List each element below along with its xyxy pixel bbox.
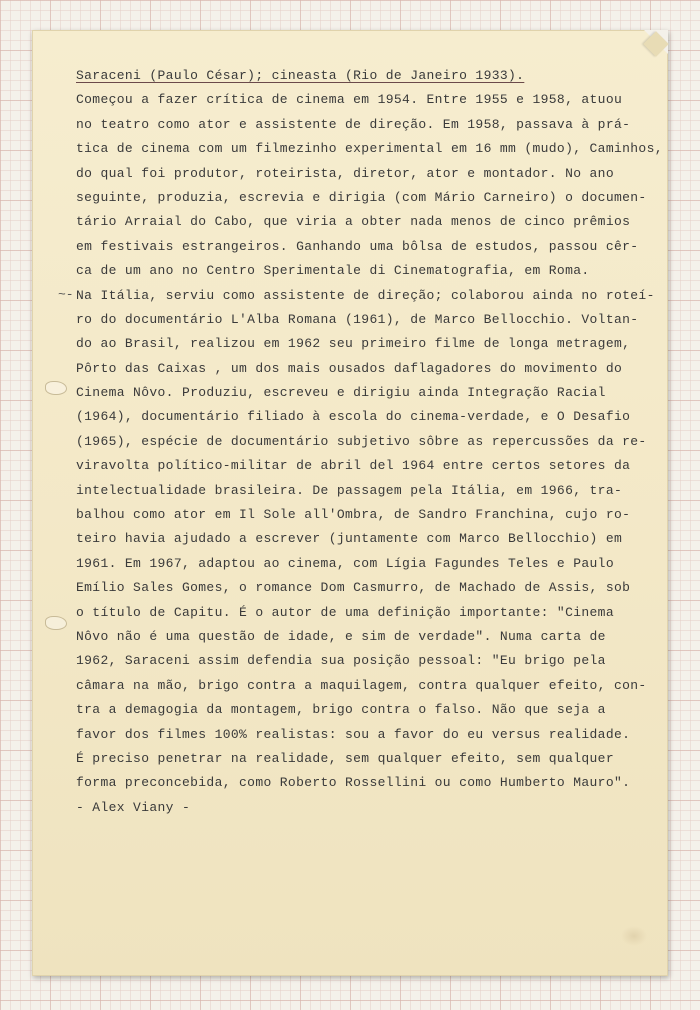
text-line: Começou a fazer crítica de cinema em 1954. Entre 1955 e 1958, atuou bbox=[76, 92, 623, 108]
typewritten-text bbox=[76, 64, 663, 820]
text-line: tica de cinema com um filmezinho experimental em 16 mm (mudo), Caminhos, bbox=[76, 141, 663, 157]
text-line: viravolta político-militar de abril del 1964 entre certos setores da bbox=[76, 458, 631, 474]
text-line: intelectualidade brasileira. De passagem pela Itália, em 1966, tra- bbox=[76, 482, 623, 498]
text-line: tário Arraial do Cabo, que viria a obter nada menos de cinco prêmios bbox=[76, 214, 631, 230]
text-line: forma preconcebida, como Roberto Rossellini ou como Humberto Mauro". bbox=[76, 775, 631, 791]
text-line: (1965), espécie de documentário subjetivo sôbre as repercussões da re- bbox=[76, 433, 647, 449]
text-line: no teatro como ator e assistente de direção. Em 1958, passava à prá- bbox=[76, 116, 631, 132]
text-line: seguinte, produzia, escrevia e dirigia (com Mário Carneiro) o documen- bbox=[76, 189, 647, 205]
text-line: Na Itália, serviu como assistente de direção; colaborou ainda no roteí- bbox=[76, 287, 655, 303]
text-line: balhou como ator em Il Sole all'Ombra, de Sandro Franchina, cujo ro- bbox=[76, 507, 631, 523]
text-line: favor dos filmes 100% realistas: sou a favor do eu versus realidade. bbox=[76, 726, 631, 742]
text-line: o título de Capitu. É o autor de uma definição importante: "Cinema bbox=[76, 604, 614, 620]
margin-mark: ~- bbox=[58, 287, 74, 302]
text-line: 1962, Saraceni assim defendia sua posição pessoal: "Eu brigo pela bbox=[76, 653, 606, 669]
text-line: É preciso penetrar na realidade, sem qualquer efeito, sem qualquer bbox=[76, 750, 614, 766]
author-signature: - Alex Viany - bbox=[76, 799, 191, 815]
punch-hole bbox=[45, 616, 67, 630]
text-line: do ao Brasil, realizou em 1962 seu primeiro filme de longa metragem, bbox=[76, 336, 631, 352]
text-line: teiro havia ajudado a escrever (juntamente com Marco Bellocchio) em bbox=[76, 531, 623, 547]
paper-stain bbox=[621, 926, 647, 946]
text-line-heading: Saraceni (Paulo César); cineasta (Rio de Janeiro 1933). bbox=[76, 68, 525, 83]
text-line: (1964), documentário filiado à escola do cinema-verdade, e O Desafio bbox=[76, 409, 631, 425]
text-line: Pôrto das Caixas , um dos mais ousados daflagadores do movimento do bbox=[76, 360, 623, 376]
text-line: Emílio Sales Gomes, o romance Dom Casmurro, de Machado de Assis, sob bbox=[76, 580, 631, 596]
text-line: ro do documentário L'Alba Romana (1961), de Marco Bellocchio. Voltan- bbox=[76, 311, 639, 327]
text-line: em festivais estrangeiros. Ganhando uma bôlsa de estudos, passou cêr- bbox=[76, 238, 639, 254]
punch-hole bbox=[45, 381, 67, 395]
text-line: Cinema Nôvo. Produziu, escreveu e dirigiu ainda Integração Racial bbox=[76, 385, 606, 401]
text-line: Nôvo não é uma questão de idade, e sim de verdade". Numa carta de bbox=[76, 628, 606, 644]
text-line: ca de um ano no Centro Sperimentale di Cinematografia, em Roma. bbox=[76, 263, 590, 279]
text-line: 1961. Em 1967, adaptou ao cinema, com Lígia Fagundes Teles e Paulo bbox=[76, 555, 614, 571]
text-line: do qual foi produtor, roteirista, diretor, ator e montador. No ano bbox=[76, 165, 614, 181]
text-line: tra a demagogia da montagem, brigo contra o falso. Não que seja a bbox=[76, 702, 606, 718]
text-line: câmara na mão, brigo contra a maquilagem, contra qualquer efeito, con- bbox=[76, 677, 647, 693]
